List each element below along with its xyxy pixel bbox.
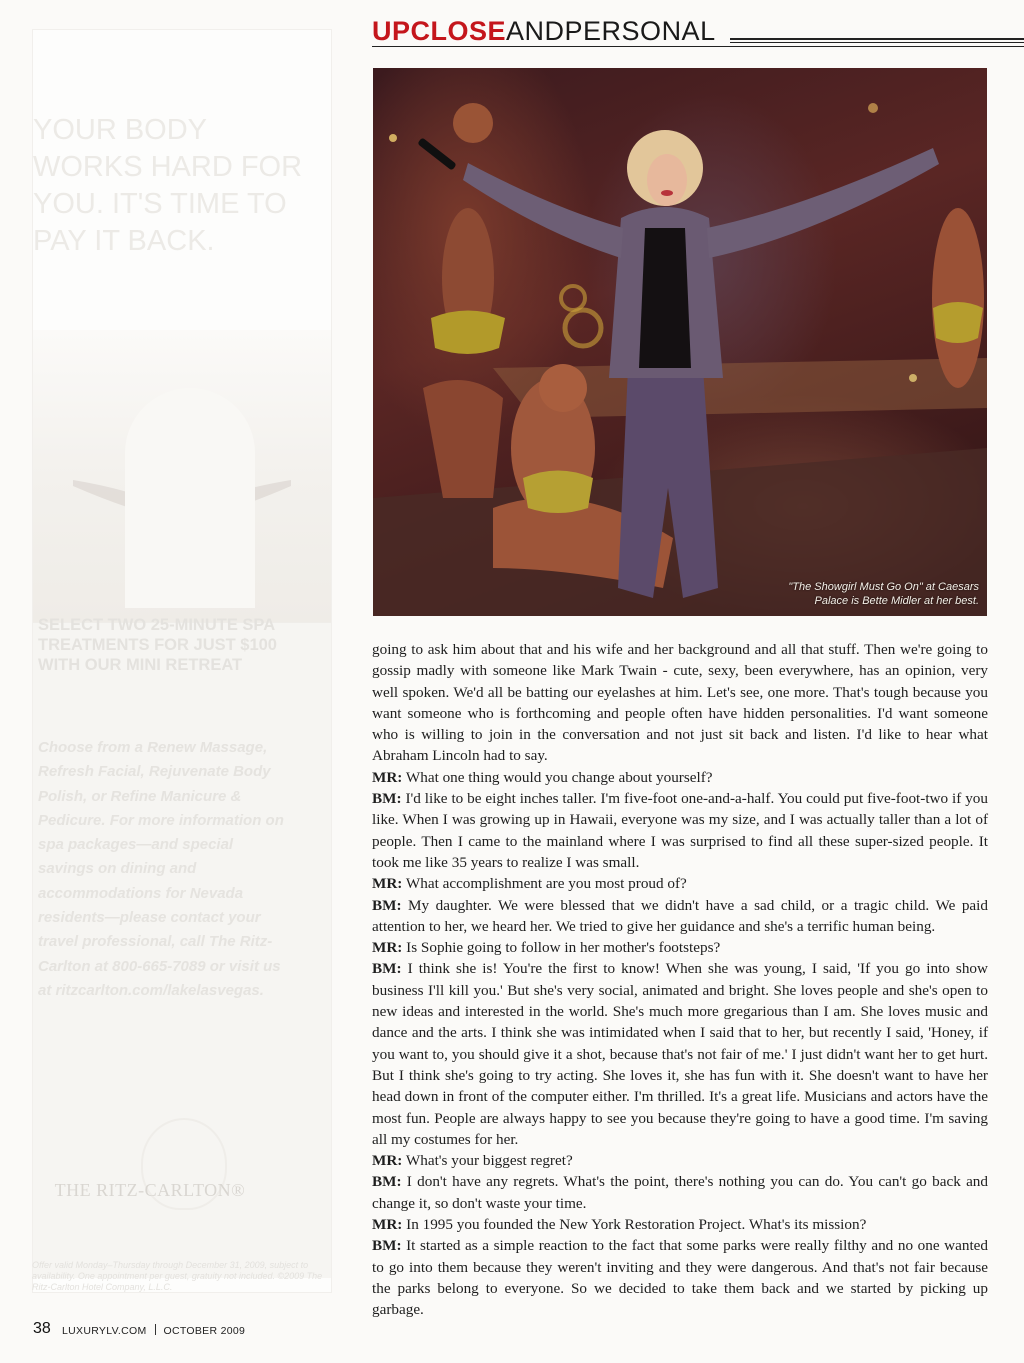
speaker-label: BM: [372, 1237, 402, 1255]
section-title [372, 14, 716, 48]
stage-scene-illustration [373, 68, 987, 616]
performance-photo [373, 68, 987, 616]
speaker-label: MR: [372, 939, 403, 957]
footer-divider [155, 1324, 156, 1335]
paragraph-text: My daughter. We were blessed that we didn't have a sad child, or a tragic child. We paid attention to her, we heard her. We tried to give her guidance and she's a terrific human being. [372, 896, 988, 935]
ad-headline: YOUR BODY WORKS HARD FOR YOU. IT'S TIME TO PAY IT BACK. [33, 114, 303, 257]
article-body [372, 639, 988, 1321]
section-title-rest: ANDPERSONAL [506, 16, 716, 46]
article-paragraph [372, 937, 988, 958]
article-paragraph [372, 1150, 988, 1171]
article-paragraph [372, 873, 988, 894]
header-rule-thin [372, 46, 1024, 47]
article-paragraph [372, 895, 988, 938]
article-paragraph [372, 958, 988, 1150]
ad-body-copy: Choose from a Renew Massage, Refresh Facial, Rejuvenate Body Polish, or Refine Manicure & Pedicure. For more information on spa packages—and special savings on dining and accommodations for Nevada residents—please contact your travel professional, call The Ritz-Carlton at 800-665-7089 or visit us at ritzcarlton.com/lakelasvegas. [38, 739, 284, 999]
article-paragraph [372, 788, 988, 873]
speaker-label: MR: [372, 1152, 403, 1170]
article-paragraph [372, 1214, 988, 1235]
speaker-label: BM: [372, 960, 402, 978]
page-number: 38 [33, 1320, 51, 1337]
speaker-label: BM: [372, 1173, 402, 1191]
paragraph-text: It started as a simple reaction to the fact that some parks were really filthy and no one wanted to go into them because they weren't inviting and they were dangerous. And that's not fair because the parks belong to everyone. So we decided to take them back and we started by picking up garbage. [372, 1237, 988, 1319]
paragraph-text: I think she is! You're the first to know! When she was young, I said, 'If you go into show business I'll kill you.' But she's very social, animated and bright. She loves people and she's open to new ideas and interested in the world. She's much more gregarious than I am. She loves music and dance and the arts. I think she was intimidated when I said that to her, but recently I said, 'Honey, if you want to, you should give it a shot, because that's not fair of me.' I just didn't want her to get hurt. But I think she's going to try acting. She loves it, she has fun with it. She doesn't want to have her head down in front of the computer either. I'm thrilled. It's a great life. Musicians and actors have the most fun. People are always happy to see you because they're going to have a good time. I'm saving all my costumes for her. [372, 960, 988, 1148]
footer-meta [62, 1324, 245, 1337]
photo-caption: "The Showgirl Must Go On" at Caesars Palace is Bette Midler at her best. [788, 581, 979, 607]
ad-photo-archway [125, 388, 255, 608]
ad-offer-heading: SELECT TWO 25-MINUTE SPA TREATMENTS FOR JUST $100 WITH OUR MINI RETREAT [38, 616, 277, 674]
paragraph-text: What accomplishment are you most proud of? [402, 875, 687, 893]
ad-legal-text: Offer valid Monday–Thursday through December 31, 2009, subject to availability. One appointment per guest, gratuity not included. ©2009 The Ritz-Carlton Hotel Company, L.L.C. [32, 1260, 323, 1292]
speaker-label: MR: [372, 875, 403, 893]
paragraph-text: What one thing would you change about yourself? [402, 768, 713, 786]
article-paragraph [372, 639, 988, 767]
article-paragraph [372, 1171, 988, 1214]
paragraph-text: I'd like to be eight inches taller. I'm five-foot one-and-a-half. You could put five-foot-two if you like. When I was growing up in Hawaii, everyone was my size, and I was actually taller than a lot of people. Then I came to the mainland where I was surprised to find all these super-sized people. It took me like 35 years to realize I was small. [372, 790, 988, 871]
paragraph-text: Is Sophie going to follow in her mother's footsteps? [402, 939, 721, 957]
paragraph-text: In 1995 you founded the New York Restoration Project. What's its mission? [402, 1216, 867, 1234]
ad-photo-meditation [33, 330, 331, 622]
speaker-label: MR: [372, 768, 403, 786]
header-rule [730, 38, 1024, 43]
article-paragraph [372, 1235, 988, 1320]
footer-site: LUXURYLV.COM [62, 1325, 147, 1337]
paragraph-text: going to ask him about that and his wife and her background and all that stuff. Then we're going to gossip madly with someone like Mark Twain - cute, sexy, been everywhere, has an opinion, very well spoken. We'd all be batting our eyelashes at him. Let's see, one more. That's tough because you want someone who is forthcoming and people often have hidden personalities. I'd want someone who is willing to join in the conversation and not just sit back and listen. I'd like to hear what Abraham Lincoln had to say. [372, 641, 988, 765]
article-paragraph [372, 767, 988, 788]
ritz-carlton-logo: THE RITZ-CARLTON® [54, 1180, 246, 1200]
section-title-accent: UPCLOSE [372, 16, 507, 46]
speaker-label: MR: [372, 1216, 403, 1234]
speaker-label: BM: [372, 896, 402, 914]
paragraph-text: I don't have any regrets. What's the point, there's nothing you can do. You can't go back and change it, so don't waste your time. [372, 1173, 988, 1212]
paragraph-text: What's your biggest regret? [402, 1152, 573, 1170]
speaker-label: BM: [372, 790, 402, 808]
footer-issue: OCTOBER 2009 [163, 1325, 246, 1337]
